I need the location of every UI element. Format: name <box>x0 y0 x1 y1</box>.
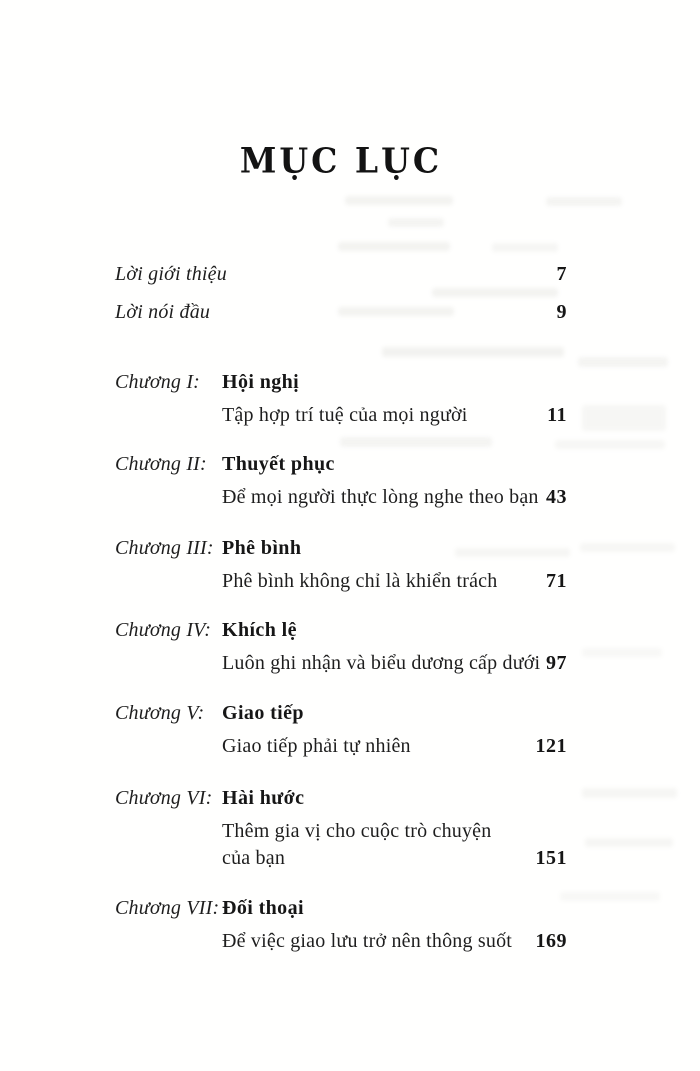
chapter-subtitle: Tập hợp trí tuệ của mọi người <box>222 404 468 426</box>
show-through-smudge <box>388 218 444 227</box>
front-matter-label: Lời giới thiệu <box>115 263 227 285</box>
chapter-subtitle-row <box>222 929 567 953</box>
chapter-head <box>115 618 567 642</box>
chapter-title: Hài hước <box>222 787 305 809</box>
chapter-title: Thuyết phục <box>222 453 335 475</box>
page-number: 11 <box>547 404 567 426</box>
show-through-smudge <box>345 196 453 205</box>
front-matter-entry <box>115 262 567 286</box>
show-through-smudge <box>585 838 673 847</box>
chapter-subtitle: của bạn <box>222 847 286 869</box>
page-number: 121 <box>535 735 567 757</box>
chapter-label: Chương VII: <box>115 897 220 919</box>
chapter-subtitle: Phê bình không chỉ là khiển trách <box>222 570 498 592</box>
chapter-title: Đối thoại <box>222 897 304 919</box>
page-number: 43 <box>546 486 567 508</box>
chapter-subtitle-row <box>222 485 567 509</box>
front-matter-entry <box>115 300 567 324</box>
chapter-label: Chương V: <box>115 702 205 724</box>
chapter-head <box>115 896 567 920</box>
chapter-subtitle-row <box>222 819 567 843</box>
page-number: 169 <box>535 930 567 952</box>
page-number: 151 <box>535 847 567 869</box>
chapter-subtitle-row <box>222 569 567 593</box>
page-number: 97 <box>546 652 567 674</box>
chapter-entry <box>115 370 567 427</box>
chapter-head <box>115 452 567 476</box>
show-through-smudge <box>338 242 450 251</box>
chapter-head <box>115 370 567 394</box>
show-through-smudge <box>582 405 666 431</box>
chapter-head <box>115 701 567 725</box>
show-through-smudge <box>578 357 668 367</box>
page-number: 71 <box>546 570 567 592</box>
chapter-subtitle-row <box>222 846 567 870</box>
chapter-title: Phê bình <box>222 537 302 559</box>
chapter-title: Giao tiếp <box>222 702 304 724</box>
show-through-smudge <box>340 437 492 447</box>
chapter-subtitle: Giao tiếp phải tự nhiên <box>222 735 411 757</box>
chapter-entry <box>115 618 567 675</box>
chapter-subtitle-row <box>222 651 567 675</box>
chapter-head <box>115 786 567 810</box>
chapter-entry <box>115 452 567 509</box>
chapter-subtitle: Luôn ghi nhận và biểu dương cấp dưới <box>222 652 541 674</box>
front-matter-label: Lời nói đầu <box>115 301 211 323</box>
chapter-entry <box>115 896 567 953</box>
show-through-smudge <box>580 543 675 552</box>
chapter-subtitle: Để mọi người thực lòng nghe theo bạn <box>222 486 539 508</box>
chapter-label: Chương IV: <box>115 619 212 641</box>
show-through-smudge <box>382 347 564 357</box>
chapter-subtitle: Thêm gia vị cho cuộc trò chuyện <box>222 820 492 842</box>
show-through-smudge <box>560 892 660 901</box>
chapter-subtitle: Để việc giao lưu trở nên thông suốt <box>222 930 513 952</box>
chapter-head <box>115 536 567 560</box>
show-through-smudge <box>582 648 662 657</box>
chapter-subtitle-row <box>222 734 567 758</box>
chapter-label: Chương I: <box>115 371 201 393</box>
chapter-subtitle-row <box>222 403 567 427</box>
page-number: 7 <box>556 263 567 285</box>
chapter-label: Chương III: <box>115 537 214 559</box>
chapter-entry <box>115 786 567 870</box>
show-through-smudge <box>432 288 558 297</box>
show-through-smudge <box>555 440 665 449</box>
chapter-entry <box>115 536 567 593</box>
chapter-title: Hội nghị <box>222 371 300 393</box>
show-through-smudge <box>492 243 558 252</box>
chapter-title: Khích lệ <box>222 619 297 641</box>
page-title: MỤC LỤC <box>239 140 443 181</box>
show-through-smudge <box>546 197 622 206</box>
page-number: 9 <box>556 301 567 323</box>
chapter-entry <box>115 701 567 758</box>
show-through-smudge <box>582 788 677 798</box>
chapter-label: Chương II: <box>115 453 207 475</box>
chapter-label: Chương VI: <box>115 787 213 809</box>
